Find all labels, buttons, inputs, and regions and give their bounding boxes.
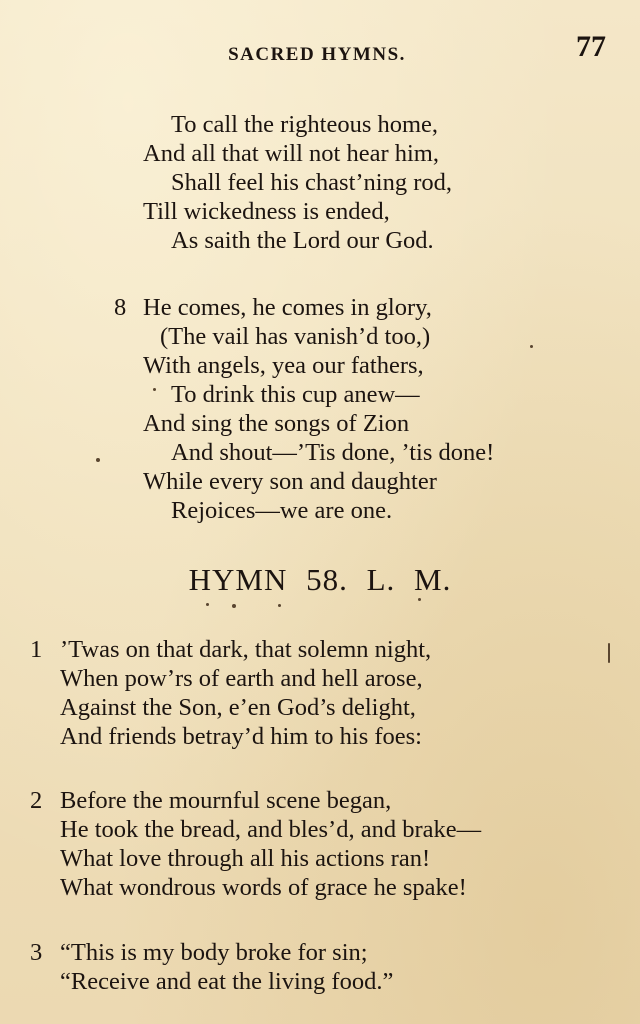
verse-line: And sing the songs of Zion <box>143 410 410 437</box>
verse-line: Before the mournful scene began, <box>60 787 392 814</box>
paper-speck <box>232 604 236 608</box>
stanza-number: 8 <box>114 294 127 321</box>
paper-speck <box>530 345 533 348</box>
stanza-number: 1 <box>30 636 43 663</box>
paper-speck <box>418 598 421 601</box>
verse-line: Rejoices—we are one. <box>171 497 393 524</box>
verse-line: And all that will not hear him, <box>143 140 439 167</box>
hymn-title: HYMN 58. L. M. <box>188 562 452 597</box>
verse-line: While every son and daughter <box>143 468 437 495</box>
verse-line: (The vail has vanish’d too,) <box>160 323 431 350</box>
verse-line: To drink this cup anew— <box>171 381 420 408</box>
verse-line: And shout—’Tis done, ’tis done! <box>171 439 495 466</box>
verse-line: ’Twas on that dark, that solemn night, <box>60 636 432 663</box>
verse-line: As saith the Lord our God. <box>171 227 434 254</box>
verse-line: With angels, yea our fathers, <box>143 352 424 379</box>
verse-line: To call the righteous home, <box>171 111 439 138</box>
verse-line: He took the bread, and bles’d, and brake— <box>60 816 482 843</box>
verse-line: And friends betray’d him to his foes: <box>60 723 422 750</box>
verse-line: Till wickedness is ended, <box>143 198 390 225</box>
verse-line: What love through all his actions ran! <box>60 845 431 872</box>
paper-speck <box>206 603 209 606</box>
verse-line: “This is my body broke for sin; <box>60 939 368 966</box>
stanza-number: 2 <box>30 787 43 814</box>
stanza-number: 3 <box>30 939 43 966</box>
verse-line: Shall feel his chast’ning rod, <box>171 169 453 196</box>
verse-line: When pow’rs of earth and hell arose, <box>60 665 423 692</box>
verse-line: “Receive and eat the living food.” <box>60 968 394 995</box>
paper-speck <box>278 604 281 607</box>
verse-line: Against the Son, e’en God’s delight, <box>60 694 416 721</box>
paper-speck <box>153 388 156 391</box>
paper-mark <box>608 643 610 663</box>
verse-line: What wondrous words of grace he spake! <box>60 874 467 901</box>
verse-line: He comes, he comes in glory, <box>143 294 432 321</box>
page-number: 77 <box>576 30 606 63</box>
running-title: SACRED HYMNS. <box>228 44 406 65</box>
paper-speck <box>96 458 100 462</box>
